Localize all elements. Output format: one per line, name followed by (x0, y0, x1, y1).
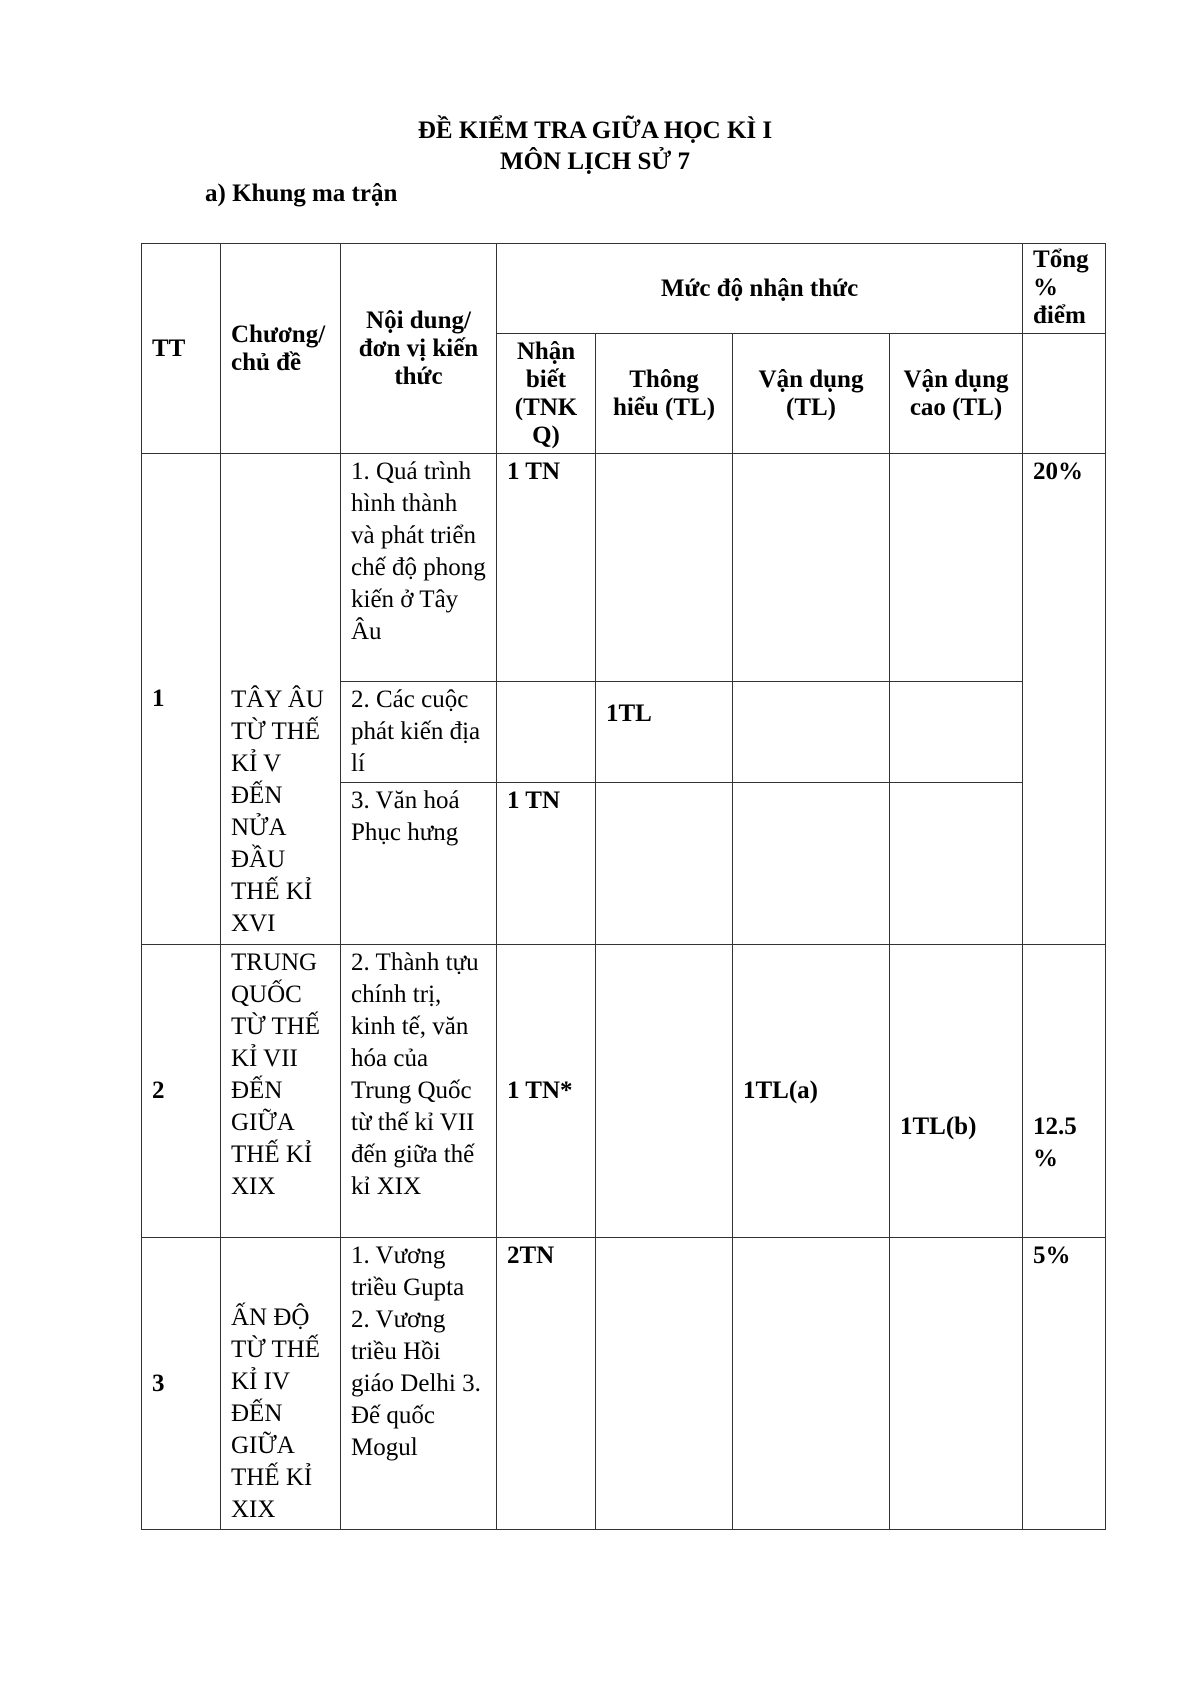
cell-apply (733, 454, 890, 682)
cell-understand (596, 1238, 733, 1530)
cell-apply (733, 1238, 890, 1530)
cell-apply-high (890, 454, 1023, 682)
cell-understand: 1TL (596, 682, 733, 783)
cell-recognize (497, 682, 596, 783)
cell-understand (596, 454, 733, 682)
row-content: 2. Các cuộc phát kiến địa lí (341, 682, 497, 783)
header-understand: Thông hiểu (TL) (596, 334, 733, 454)
header-chapter: Chương/ chủ đề (221, 244, 341, 454)
row-tt: 3 (142, 1238, 221, 1530)
header-apply-high: Vận dụng cao (TL) (890, 334, 1023, 454)
cell-apply-high (890, 1238, 1023, 1530)
row-tt: 1 (142, 454, 221, 945)
cell-apply-high (890, 682, 1023, 783)
header-apply: Vận dụng (TL) (733, 334, 890, 454)
row-tt: 2 (142, 945, 221, 1238)
row-content: 1. Quá trình hình thành và phát triển chế độ phong kiến ở Tây Âu (341, 454, 497, 682)
cell-understand (596, 945, 733, 1238)
row-chapter: TRUNG QUỐC TỪ THẾ KỈ VII ĐẾN GIỮA THẾ KỈ XIX (221, 945, 341, 1238)
cell-recognize: 1 TN (497, 454, 596, 682)
row-total: 12.5 % (1023, 945, 1106, 1238)
header-total: Tổng % điểm (1023, 244, 1106, 334)
document-subtitle: MÔN LỊCH SỬ 7 (499, 148, 691, 175)
cell-recognize: 1 TN* (497, 945, 596, 1238)
cell-apply: 1TL(a) (733, 945, 890, 1238)
cell-apply (733, 783, 890, 945)
row-chapter: TÂY ÂU TỪ THẾ KỈ V ĐẾN NỬA ĐẦU THẾ KỈ XVI (221, 454, 341, 945)
row-chapter: ẤN ĐỘ TỪ THẾ KỈ IV ĐẾN GIỮA THẾ KỈ XIX (221, 1238, 341, 1530)
cell-recognize: 1 TN (497, 783, 596, 945)
document-title: ĐỀ KIỂM TRA GIỮA HỌC KÌ I (417, 117, 773, 144)
cell-apply-high: 1TL(b) (890, 945, 1023, 1238)
row-content: 1. Vương triều Gupta 2. Vương triều Hồi giáo Delhi 3. Đế quốc Mogul (341, 1238, 497, 1530)
row-content: 3. Văn hoá Phục hưng (341, 783, 497, 945)
row-total: 5% (1023, 1238, 1106, 1530)
header-total-empty (1023, 334, 1106, 454)
cell-recognize: 2TN (497, 1238, 596, 1530)
cell-understand (596, 783, 733, 945)
header-tt: TT (142, 244, 221, 454)
header-level-group: Mức độ nhận thức (497, 244, 1023, 334)
cell-apply-high (890, 783, 1023, 945)
row-total: 20% (1023, 454, 1106, 945)
cell-apply (733, 682, 890, 783)
section-heading: a) Khung ma trận (205, 180, 398, 207)
header-recognize: Nhận biết (TNK Q) (497, 334, 596, 454)
row-content: 2. Thành tựu chính trị, kinh tế, văn hóa của Trung Quốc từ thế kỉ VII đến giữa thế kỉ XIX (341, 945, 497, 1238)
matrix-table (141, 243, 1106, 1530)
header-content: Nội dung/đơn vị kiến thức (341, 244, 497, 454)
